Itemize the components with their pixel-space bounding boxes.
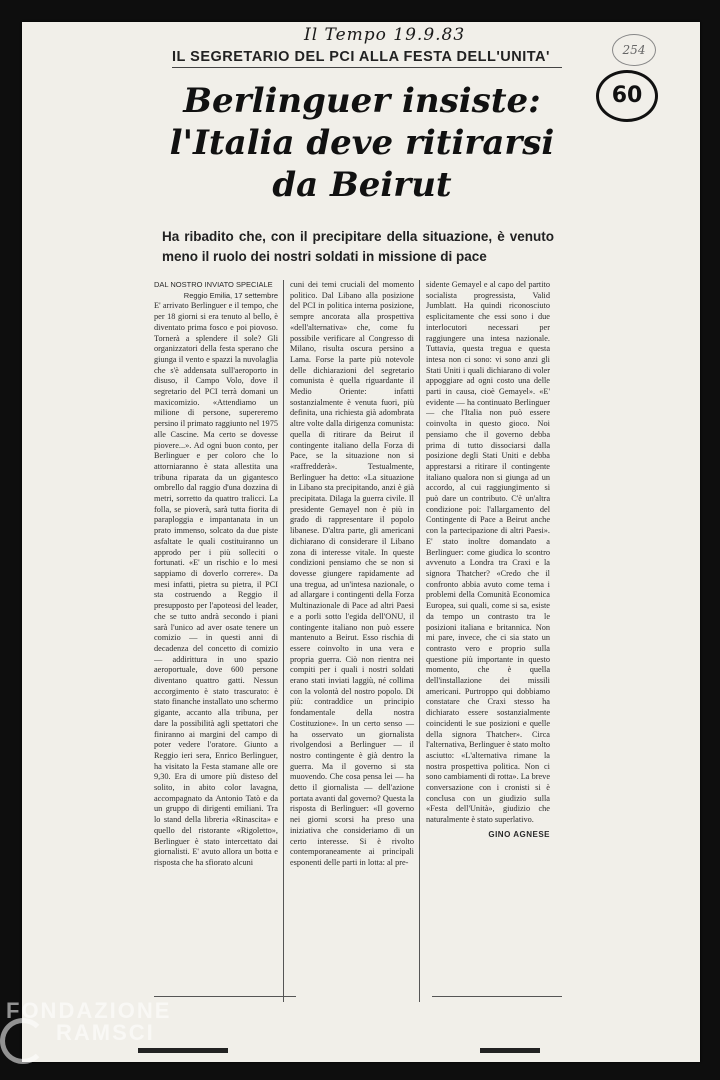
handwritten-source-date: Il Tempo 19.9.83: [304, 25, 466, 45]
watermark-line-2: RAMSCI: [56, 1020, 155, 1045]
archive-tab-mark-left: [138, 1048, 228, 1053]
article-kicker: IL SEGRETARIO DEL PCI ALLA FESTA DELL'UNITA': [172, 49, 562, 68]
article-column-1: [154, 280, 284, 1002]
article-column-3: [426, 280, 550, 1002]
article-subhead: Ha ribadito che, con il precipitare della situazione, è venuto meno il ruolo dei nostri soldati in missione di pace: [162, 229, 554, 264]
pencil-archive-number: 254: [612, 34, 656, 66]
article-column-2: [290, 280, 420, 1002]
watermark-g-logo: [0, 1018, 46, 1064]
circled-page-number: 60: [596, 70, 658, 122]
column-2-text: cuni dei temi cruciali del momento politico. Dal Libano alla posizione del PCI in politica interna posizione, sempre ancorata alla prospettiva «dell'alternativa» che, come fu possibile verificare al Congresso di Milano, risulta oscura persino a Lama. Forse la parte più notevole delle dichiarazioni del segretario comunista è quella riguardante il Medio Oriente: infatti sostanzialmente è venuta fuori, più definita, una richiesta già adombrata altre volte dalla dirigenza comunista: quella di ritirare da Beirut il contingente italiano della Forza di Pace, se la situazione non si «raffredderà». Testualmente, Berlinguer ha detto: «La situazione in Libano sta precipitando, anzi è già precipitata. Dilaga la guerra civile. Il presidente Gemayel non è più in grado di rappresentare il popolo libanese. D'altra parte, gli americani dichiarano di considerare il Libano zona di interesse vitale. In queste condizioni pensiamo che se non si dovesse giungere rapidamente ad una tregua, ad un'intesa nazionale, o ad allargare i contingenti della Forza Multinazionale di Pace ad altri Paesi e a porli sotto l'egida dell'ONU, il contingente italiano non può essere mantenuto a Beirut. Esso rischia di essere coinvolto in una vera e propria guerra. Ciò non rientra nei compiti per i quali i nostri soldati erano stati inviati laggiù, né collima con la volontà del nostro popolo. Di più: contraddice un principio fondamentale della nostra Costituzione». In un certo senso — ha osservato un giornalista rivolgendosi a Berlinguer — il nostro contingente è già dentro la guerra. Ma il governo si sta muovendo. Che cosa pensa lei — ha detto il giornalista — dell'azione portata avanti dal governo? Questa la risposta di Berlinguer: «Il governo nei giorni scorsi ha preso una iniziativa che consideriamo di un certo interesse. Si è rivolto contemporaneamente ai principali esponenti delle parti in lotta: al pre-: [290, 280, 414, 867]
article-dateline: DAL NOSTRO INVIATO SPECIALE: [154, 280, 273, 289]
watermark-line-1: FONDAZIONE: [6, 998, 172, 1023]
column-3-text: sidente Gemayel e al capo del partito socialista progressista, Valid Jumblatt. Ha quindi riconosciuto esplicitamente che essi sono i due interlocutori necessari per raggiungere una intesa nazionale. Tuttavia, questa tregua e questa intesa non ci sono: vi sono anzi gli Stati Uniti i quali dichiarano di voler appoggiare ad ogni costo una delle parti in causa, cioè Gemayel». «E' evidente — ha continuato Berlinguer — che l'Italia non può essere coinvolta in questo gioco. Noi pensiamo che il governo debba prima di tutto dissociarsi dalla posizione degli Stati Uniti e debba apprestarsi a ritirare il contingente italiano qualora non si giunga ad un accordo, al cui raggiungimento si può dare un contributo. C'è un'altra condizione poi: l'allargamento del Contingente di Pace a Beirut anche con la partecipazione di altri Paesi». E' stato inoltre domandato a Berlinguer: come giudica lo scontro avvenuto a Londra tra Craxi e la signora Thatcher? «Credo che il confronto abbia avuto come tema i problemi della Comunità Economica Europea, sui quali, come si sa, esiste da tempo un contrasto tra le posizioni italiana e britannica. Non mi pare, invece, che ci sia stato un contrasto vero e proprio sulla questione più importante in questo momento, che è quella dell'installazione dei missili americani. Purtroppo qui dobbiamo constatare che Craxi stesso ha dichiarato essere sostanzialmente coincidenti le sue posizioni e quelle della signora Thatcher». Circa l'alternativa, Berlinguer è stato molto asciutto: «L'alternativa rimane la nostra prospettiva politica. Non ci sono cambiamenti di rotta». La breve conversazione con i cronisti si è conclusa con un giudizio sulla «Festa dell'Unità», giudizio che naturalmente è stato superlativo.: [426, 280, 550, 825]
newspaper-clipping: [22, 22, 700, 1062]
article-byline: GINO AGNESE: [488, 829, 550, 839]
footer-rule-right: [432, 996, 562, 997]
watermark-fondazione-gramsci: [6, 1000, 171, 1044]
article-place-date: Reggio Emilia, 17 settembre: [183, 290, 278, 300]
archive-tab-mark-right: [480, 1048, 540, 1053]
article-headline: Berlinguer insiste: l'Italia deve ritirarsi da Beirut: [169, 81, 555, 205]
footer-rule-left: [154, 996, 296, 997]
column-1-text: E' arrivato Berlinguer e il tempo, che per 18 giorni si era tenuto al bello, è diventato prima fosco e poi piovoso. Tornerà a splendere il sole? Gli organizzatori della festa sperano che giunga il vento e spazzi la nuvolaglia che s'è addensata sull'aeroporto in disuso, il Campo Volo, dove il segretario del PCI terrà domani un maxicomizio. «Attendiamo un milione di persone, supereremo persino il primato raggiunto nel 1975 alle Cascine. Ma certo se dovesse piovere...». Ad ogni buon conto, per Berlinguer e per coloro che lo attorniaranno è stata allestita una tribuna riparata da un gigantesco ombrello dal raggio d'una dozzina di metri, sorretto da quattro tralicci. La folla, se pioverà, sarà tutta fiorita di paraploggia e impantanata in un prato immenso, solcato da due piste asfaltate le quali costituiranno un approdo per i più solleciti o fortunati. «E' un rischio e lo mesi sappiamo di doverlo correre». Da mesi infatti, pietra su pietra, il PCI sta costruendo a Reggio il presupposto per l'apoteosi del leader, che se tutto andrà secondo i piani sarà l'unico ad aver osate tenere un comizio — in questi anni di decadenza del concetto di comizio — addirittura in uno spazio aeroportuale, dove 600 persone diventano quattro gatti. Nessun accorgimento è stato trascurato: è stato finanche installato uno schermo gigante, accanto alla tribuna, per dare la possibilità agli spettatori che finiranno ai margini del campo di poter vedere l'oratore. Giunto a Reggio ieri sera, Enrico Berlinguer, ha visitato la Festa stamane alle ore 9,30. Era di umore più disteso del solito, in abito color lavagna, accompagnato da Antonio Tatò e da un gruppo di dirigenti emiliani. Tra lo stand della libreria «Rinascita» e quello del ristorante «Rigoletto», Berlinguer è stato intercettato dai giornalisti. E' avuto allora un botta e risposta che ha sfiorato alcuni: [154, 301, 278, 867]
